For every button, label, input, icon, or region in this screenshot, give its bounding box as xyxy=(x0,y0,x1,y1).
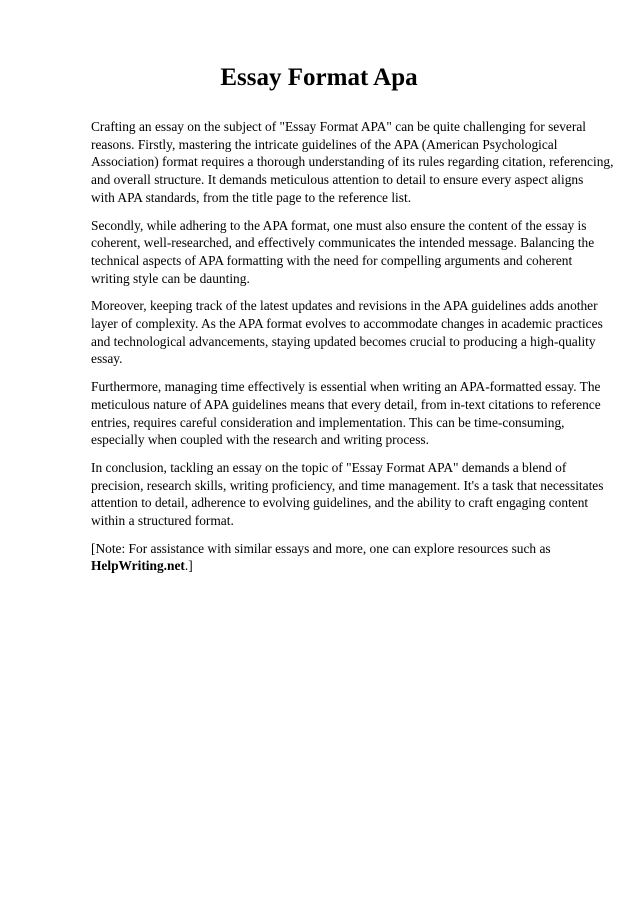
helpwriting-link[interactable]: HelpWriting.net xyxy=(91,558,185,574)
paragraph-5 xyxy=(91,459,604,530)
document-body xyxy=(91,118,614,585)
note-line-2 xyxy=(91,557,601,575)
text-line: and overall structure. It demands meticulous attention to detail to ensure every aspect aligns xyxy=(91,172,584,188)
text-line: attention to detail, adherence to evolving guidelines, and the ability to craft engaging content xyxy=(91,495,589,511)
text-line: and technological advancements, staying updated becomes crucial to producing a high-quality xyxy=(91,333,596,349)
text-line: Crafting an essay on the subject of "Essay Format APA" can be quite challenging for several xyxy=(91,119,586,134)
text-line: layer of complexity. As the APA format evolves to accommodate changes in academic practices xyxy=(91,316,603,332)
text-line: In conclusion, tackling an essay on the topic of "Essay Format APA" demands a blend of xyxy=(91,459,567,475)
text-line: Secondly, while adhering to the APA format, one must also ensure the content of the essay is xyxy=(91,217,587,233)
text-line: with APA standards, from the title page to the reference list. xyxy=(91,189,412,205)
text-line: essay. xyxy=(91,351,123,367)
text-line: writing style can be daunting. xyxy=(91,270,250,286)
text-line: within a structured format. xyxy=(91,513,234,529)
note-suffix: .] xyxy=(184,558,193,574)
text-line: Association) format requires a thorough understanding of its rules regarding citation, referencing, xyxy=(91,154,614,170)
paragraph-1 xyxy=(91,118,614,207)
paragraph-2 xyxy=(91,217,601,288)
text-line: coherent, well-researched, and effectively communicates the intended message. Balancing the xyxy=(91,235,595,251)
text-line: reasons. Firstly, mastering the intricate guidelines of the APA (American Psychological xyxy=(91,136,558,152)
text-line: technical aspects of APA formatting with the need for compelling arguments and coherent xyxy=(91,252,573,268)
text-line: precision, research skills, writing proficiency, and time management. It's a task that necessitates xyxy=(91,477,604,493)
note-paragraph xyxy=(91,540,601,575)
text-line: especially when coupled with the research and writing process. xyxy=(91,432,429,448)
text-line: entries, requires careful consideration and implementation. This can be time-consuming, xyxy=(91,414,565,430)
text-line: Furthermore, managing time effectively is essential when writing an APA-formatted essay. The xyxy=(91,379,601,395)
note-text: [Note: For assistance with similar essays and more, one can explore resources such as xyxy=(91,540,551,556)
page-title: Essay Format Apa xyxy=(220,64,418,91)
text-line: Moreover, keeping track of the latest updates and revisions in the APA guidelines adds another xyxy=(91,298,598,314)
paragraph-3 xyxy=(91,297,601,368)
text-line: meticulous nature of APA guidelines means that every detail, from in-text citations to reference xyxy=(91,396,601,412)
paragraph-4 xyxy=(91,378,601,449)
